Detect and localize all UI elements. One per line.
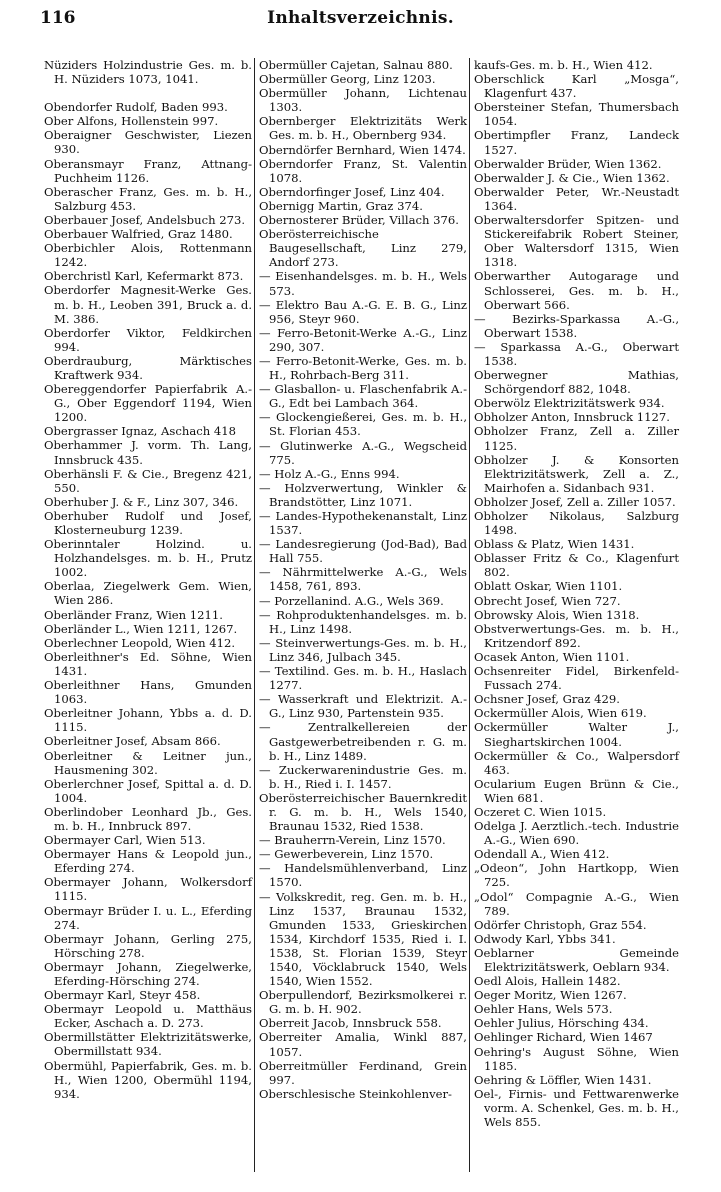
index-entry: Ockermüller Alois, Wien 619. bbox=[474, 706, 647, 721]
index-entry: Oberschlick Karl „Mosga“, Klagenfurt 437. bbox=[474, 72, 679, 101]
index-entry: Oberpullendorf, Bezirksmolkerei r. G. m. b. H. 902. bbox=[259, 988, 467, 1017]
index-entry: — Volkskredit, reg. Gen. m. b. H., Linz 1537, Braunau 1532, Gmunden 1533, Grieskirchen 1534, Kirchdorf 1535, Ried i. I. 1538, St. Florian 1539, Steyr 1540, Vöcklabruck 1540, Wels 1540, Wien 1552. bbox=[259, 889, 467, 989]
index-entry: Oeger Moritz, Wien 1267. bbox=[474, 988, 627, 1003]
index-entry: Obermayr Johann, Gerling 275, Hörsching 278. bbox=[44, 931, 252, 960]
index-entry: — Landes-Hypothekenanstalt, Linz 1537. bbox=[259, 509, 467, 538]
index-entry: — Gewerbeverein, Linz 1570. bbox=[259, 847, 434, 862]
index-entry: Ocasek Anton, Wien 1101. bbox=[474, 649, 630, 664]
index-entry: — Holz A.-G., Enns 994. bbox=[259, 466, 400, 481]
index-entry: Obermayr Leopold u. Matthäus Ecker, Aschach a. D. 273. bbox=[44, 1002, 252, 1031]
index-entry: — Wasserkraft und Elektrizit. A.-G., Linz 930, Partenstein 935. bbox=[259, 692, 467, 721]
index-entry: — Porzellanind. A.G., Wels 369. bbox=[259, 593, 444, 608]
index-entry: Oberleitner Johann, Ybbs a. d. D. 1115. bbox=[44, 706, 252, 735]
index-entry: Odelga J. Aerztlich.-tech. Industrie A.-G., Wien 690. bbox=[474, 819, 679, 848]
index-entry: — Textilind. Ges. m. b. H., Haslach 1277. bbox=[259, 664, 467, 693]
index-entry: Oberwarther Autogarage und Schlosserei, Ges. m. b. H., Oberwart 566. bbox=[474, 269, 679, 312]
index-entry: Obermüller Cajetan, Salnau 880. bbox=[259, 58, 453, 72]
index-column-left bbox=[44, 58, 252, 1101]
index-entry: Ockermüller Walter J., Sieghartskirchen 1004. bbox=[474, 720, 679, 749]
page-number: 116 bbox=[40, 8, 76, 28]
index-entry: Oberlechner Leopold, Wien 412. bbox=[44, 635, 236, 650]
index-entry: Oberwalder J. & Cie., Wien 1362. bbox=[474, 170, 670, 185]
index-entry: Oberländer Franz, Wien 1211. bbox=[44, 607, 223, 622]
index-entry: Ocularium Eugen Brünn & Cie., Wien 681. bbox=[474, 776, 679, 805]
index-entry: — Glockengießerei, Ges. m. b. H., St. Florian 453. bbox=[259, 410, 467, 439]
index-entry: — Nährmittelwerke A.-G., Wels 1458, 761, 893. bbox=[259, 565, 467, 594]
index-entry: Oberdorfer Viktor, Feldkirchen 994. bbox=[44, 325, 252, 354]
index-entry: Oberchristl Karl, Kefermarkt 873. bbox=[44, 269, 244, 284]
index-entry: Oblass & Platz, Wien 1431. bbox=[474, 537, 635, 552]
index-entry: Odörfer Christoph, Graz 554. bbox=[474, 917, 647, 932]
index-entry: Oberwalder Brüder, Wien 1362. bbox=[474, 156, 662, 171]
index-entry: — Glasballon- u. Flaschenfabrik A.-G., Edt bei Lambach 364. bbox=[259, 382, 467, 411]
index-entry: Ockermüller & Co., Walpersdorf 463. bbox=[474, 748, 679, 777]
index-entry: Obereggendorfer Papierfabrik A.-G., Ober Eggendorf 1194, Wien 1200. bbox=[44, 382, 252, 425]
column-divider bbox=[254, 58, 255, 1172]
index-entry: Obholzer Anton, Innsbruck 1127. bbox=[474, 410, 670, 425]
index-entry: — Eisenhandelsges. m. b. H., Wels 573. bbox=[259, 269, 467, 298]
index-entry: Obernigg Martin, Graz 374. bbox=[259, 198, 423, 213]
index-entry: Obrecht Josef, Wien 727. bbox=[474, 593, 621, 608]
index-entry: Obermüller Georg, Linz 1203. bbox=[259, 72, 436, 87]
index-entry: Obholzer Josef, Zell a. Ziller 1057. bbox=[474, 494, 676, 509]
index-entry: Oberhänsli F. & Cie., Bregenz 421, 550. bbox=[44, 466, 252, 495]
index-entry: Obholzer Nikolaus, Salzburg 1498. bbox=[474, 509, 679, 538]
index-entry: Oberlerchner Josef, Spittal a. d. D. 1004. bbox=[44, 776, 252, 805]
index-gap bbox=[44, 86, 252, 100]
index-entry: Obermayer Hans & Leopold jun., Eferding 274. bbox=[44, 847, 252, 876]
index-entry: Oberinntaler Holzind. u. Holzhandelsges. m. b. H., Prutz 1002. bbox=[44, 537, 252, 580]
index-entry: Ochsner Josef, Graz 429. bbox=[474, 692, 620, 707]
index-entry: Oberländer L., Wien 1211, 1267. bbox=[44, 621, 238, 636]
index-entry: — Holzverwertung, Winkler & Brandstötter, Linz 1071. bbox=[259, 480, 467, 509]
index-entry: Oczeret C. Wien 1015. bbox=[474, 804, 607, 819]
index-entry: Oehring & Löffler, Wien 1431. bbox=[474, 1072, 652, 1087]
index-entry: — Ferro-Betonit-Werke A.-G., Linz 290, 307. bbox=[259, 325, 467, 354]
index-entry: Oberleithner Hans, Gmunden 1063. bbox=[44, 678, 252, 707]
index-entry: — Elektro Bau A.-G. E. B. G., Linz 956, Steyr 960. bbox=[259, 297, 467, 326]
index-entry: Obertimpfler Franz, Landeck 1527. bbox=[474, 128, 679, 157]
index-entry: Oeblarner Gemeinde Elektrizitätswerk, Oeblarn 934. bbox=[474, 945, 679, 974]
index-entry: Ober Alfons, Hollenstein 997. bbox=[44, 114, 219, 129]
index-entry: Oberwaltersdorfer Spitzen- und Stickereifabrik Robert Steiner, Ober Waltersdorf 1315, Wien 1318. bbox=[474, 213, 679, 270]
index-entry: Oberösterreichischer Bauernkredit r. G. m. b. H., Wels 1540, Braunau 1532, Ried 1538. bbox=[259, 790, 467, 834]
index-entry: — Landesregierung (Jod-Bad), Bad Hall 755. bbox=[259, 537, 467, 566]
index-entry: — Glutinwerke A.-G., Wegscheid 775. bbox=[259, 438, 467, 467]
index-entry: Oberdorfer Magnesit-Werke Ges. m. b. H., Leoben 391, Bruck a. d. M. 386. bbox=[44, 283, 252, 326]
index-entry: Oberleitner Josef, Absam 866. bbox=[44, 734, 221, 749]
index-entry: Obersteiner Stefan, Thumersbach 1054. bbox=[474, 100, 679, 129]
index-entry: Obermayr Brüder I. u. L., Eferding 274. bbox=[44, 903, 252, 932]
index-entry: Oedl Alois, Hallein 1482. bbox=[474, 974, 621, 989]
index-entry: Oberaigner Geschwister, Liezen 930. bbox=[44, 128, 252, 157]
index-entry: Oberansmayr Franz, Attnang-Puchheim 1126. bbox=[44, 156, 252, 185]
index-entry: Obernosterer Brüder, Villach 376. bbox=[259, 213, 459, 228]
index-entry: kaufs-Ges. m. b. H., Wien 412. bbox=[474, 58, 653, 72]
running-title: Inhaltsverzeichnis. bbox=[267, 8, 454, 28]
index-entry: Oberndorfer Franz, St. Valentin 1078. bbox=[259, 156, 467, 185]
index-entry: Obermühl, Papierfabrik, Ges. m. b. H., Wien 1200, Obermühl 1194, 934. bbox=[44, 1058, 252, 1101]
index-entry: Obergrasser Ignaz, Aschach 418 bbox=[44, 424, 237, 439]
index-entry: Oblasser Fritz & Co., Klagenfurt 802. bbox=[474, 551, 679, 580]
index-entry: „Odol“ Compagnie A.-G., Wien 789. bbox=[474, 889, 679, 918]
index-entry: Oberhuber Rudolf und Josef, Klosterneuburg 1239. bbox=[44, 508, 252, 537]
index-entry: Oberwalder Peter, Wr.-Neustadt 1364. bbox=[474, 184, 679, 213]
index-entry: — Zentralkellereien der Gastgewerbetreibenden r. G. m. b. H., Linz 1489. bbox=[259, 720, 467, 763]
index-entry: Oberreit Jacob, Innsbruck 558. bbox=[259, 1016, 442, 1031]
index-entry: Obstverwertungs-Ges. m. b. H., Kritzendorf 892. bbox=[474, 621, 679, 650]
index-entry: — Handelsmühlenverband, Linz 1570. bbox=[259, 861, 467, 890]
index-column-right bbox=[474, 58, 679, 1129]
index-entry: Obernberger Elektrizitäts Werk Ges. m. b. H., Obernberg 934. bbox=[259, 114, 467, 143]
index-entry: Obermillstätter Elektrizitätswerke, Obermillstatt 934. bbox=[44, 1030, 252, 1059]
index-entry: — Sparkassa A.-G., Oberwart 1538. bbox=[474, 339, 679, 368]
index-entry: Oberreiter Amalia, Winkl 887, 1057. bbox=[259, 1030, 467, 1059]
index-entry: Oberhuber J. & F., Linz 307, 346. bbox=[44, 494, 239, 509]
index-entry: Oberlaa, Ziegelwerk Gem. Wien, Wien 286. bbox=[44, 579, 252, 608]
index-entry: Oberbauer Walfried, Graz 1480. bbox=[44, 227, 233, 242]
index-entry: Oberdrauburg, Märktisches Kraftwerk 934. bbox=[44, 353, 252, 382]
index-entry: Odwody Karl, Ybbs 341. bbox=[474, 931, 616, 946]
index-entry: Oberhammer J. vorm. Th. Lang, Innsbruck 435. bbox=[44, 438, 252, 467]
index-column-middle bbox=[259, 58, 467, 1101]
index-entry: Obrowsky Alois, Wien 1318. bbox=[474, 607, 640, 622]
index-entry: — Rohproduktenhandelsges. m. b. H., Linz 1498. bbox=[259, 607, 467, 636]
index-entry: Odendall A., Wien 412. bbox=[474, 847, 610, 862]
index-entry: — Zuckerwarenindustrie Ges. m. b. H., Ried i. I. 1457. bbox=[259, 762, 467, 791]
index-entry: Oberlindober Leonhard Jb., Ges. m. b. H., Innbruck 897. bbox=[44, 804, 252, 833]
index-entry: — Steinverwertungs-Ges. m. b. H., Linz 346, Julbach 345. bbox=[259, 635, 467, 664]
index-entry: Oberndorfinger Josef, Linz 404. bbox=[259, 184, 445, 199]
index-entry: Obendorfer Rudolf, Baden 993. bbox=[44, 100, 228, 115]
index-entry: Obholzer J. & Konsorten Elektrizitätswerk, Zell a. Z., Mairhofen a. Sidanbach 931. bbox=[474, 452, 679, 495]
index-entry: Oberwölz Elektrizitätswerk 934. bbox=[474, 396, 665, 411]
index-entry: Oehler Hans, Wels 573. bbox=[474, 1002, 613, 1017]
index-entry: Ochsenreiter Fidel, Birkenfeld-Fussach 274. bbox=[474, 664, 679, 693]
index-entry: Oel-, Firnis- und Fettwarenwerke vorm. A. Schenkel, Ges. m. b. H., Wels 855. bbox=[474, 1086, 679, 1130]
index-entry: Oberbauer Josef, Andelsbuch 273. bbox=[44, 212, 246, 227]
index-entry: Obermayr Johann, Ziegelwerke, Eferding-Hörsching 274. bbox=[44, 959, 252, 988]
index-entry: Obermüller Johann, Lichtenau 1303. bbox=[259, 86, 467, 115]
index-entry: Oberschlesische Steinkohlenver- bbox=[259, 1086, 452, 1101]
index-entry: Oberleithner's Ed. Söhne, Wien 1431. bbox=[44, 649, 252, 678]
index-entry: Oehler Julius, Hörsching 434. bbox=[474, 1016, 649, 1031]
index-entry: Obermayr Karl, Steyr 458. bbox=[44, 988, 201, 1003]
index-entry: Obermayer Carl, Wien 513. bbox=[44, 833, 206, 848]
index-entry: Oblatt Oskar, Wien 1101. bbox=[474, 579, 623, 594]
index-entry: — Brauherrn-Verein, Linz 1570. bbox=[259, 833, 446, 848]
index-entry: — Bezirks-Sparkassa A.-G., Oberwart 1538. bbox=[474, 311, 679, 340]
index-entry: Nüziders Holzindustrie Ges. m. b. H. Nüziders 1073, 1041. bbox=[44, 58, 252, 87]
index-entry: — Ferro-Betonit-Werke, Ges. m. b. H., Rohrbach-Berg 311. bbox=[259, 353, 467, 383]
index-entry: Oberwegner Mathias, Schörgendorf 882, 1048. bbox=[474, 368, 679, 397]
index-entry: Oehlinger Richard, Wien 1467 bbox=[474, 1030, 653, 1045]
index-entry: „Odeon“, John Hartkopp, Wien 725. bbox=[474, 861, 679, 890]
index-entry: Obermayer Johann, Wolkersdorf 1115. bbox=[44, 875, 252, 904]
index-entry: Oberleitner & Leitner jun., Hausmening 302. bbox=[44, 748, 252, 777]
column-divider bbox=[469, 58, 470, 1172]
index-entry: Oberbichler Alois, Rottenmann 1242. bbox=[44, 241, 252, 270]
index-entry: Oberndörfer Bernhard, Wien 1474. bbox=[259, 142, 466, 157]
index-entry: Oberösterreichische Baugesellschaft, Linz 279, Andorf 273. bbox=[259, 227, 467, 270]
index-entry: Oberascher Franz, Ges. m. b. H., Salzburg 453. bbox=[44, 184, 252, 213]
index-entry: Oehring's August Söhne, Wien 1185. bbox=[474, 1044, 679, 1073]
index-entry: Obholzer Franz, Zell a. Ziller 1125. bbox=[474, 424, 679, 453]
index-entry: Oberreitmüller Ferdinand, Grein 997. bbox=[259, 1058, 467, 1087]
